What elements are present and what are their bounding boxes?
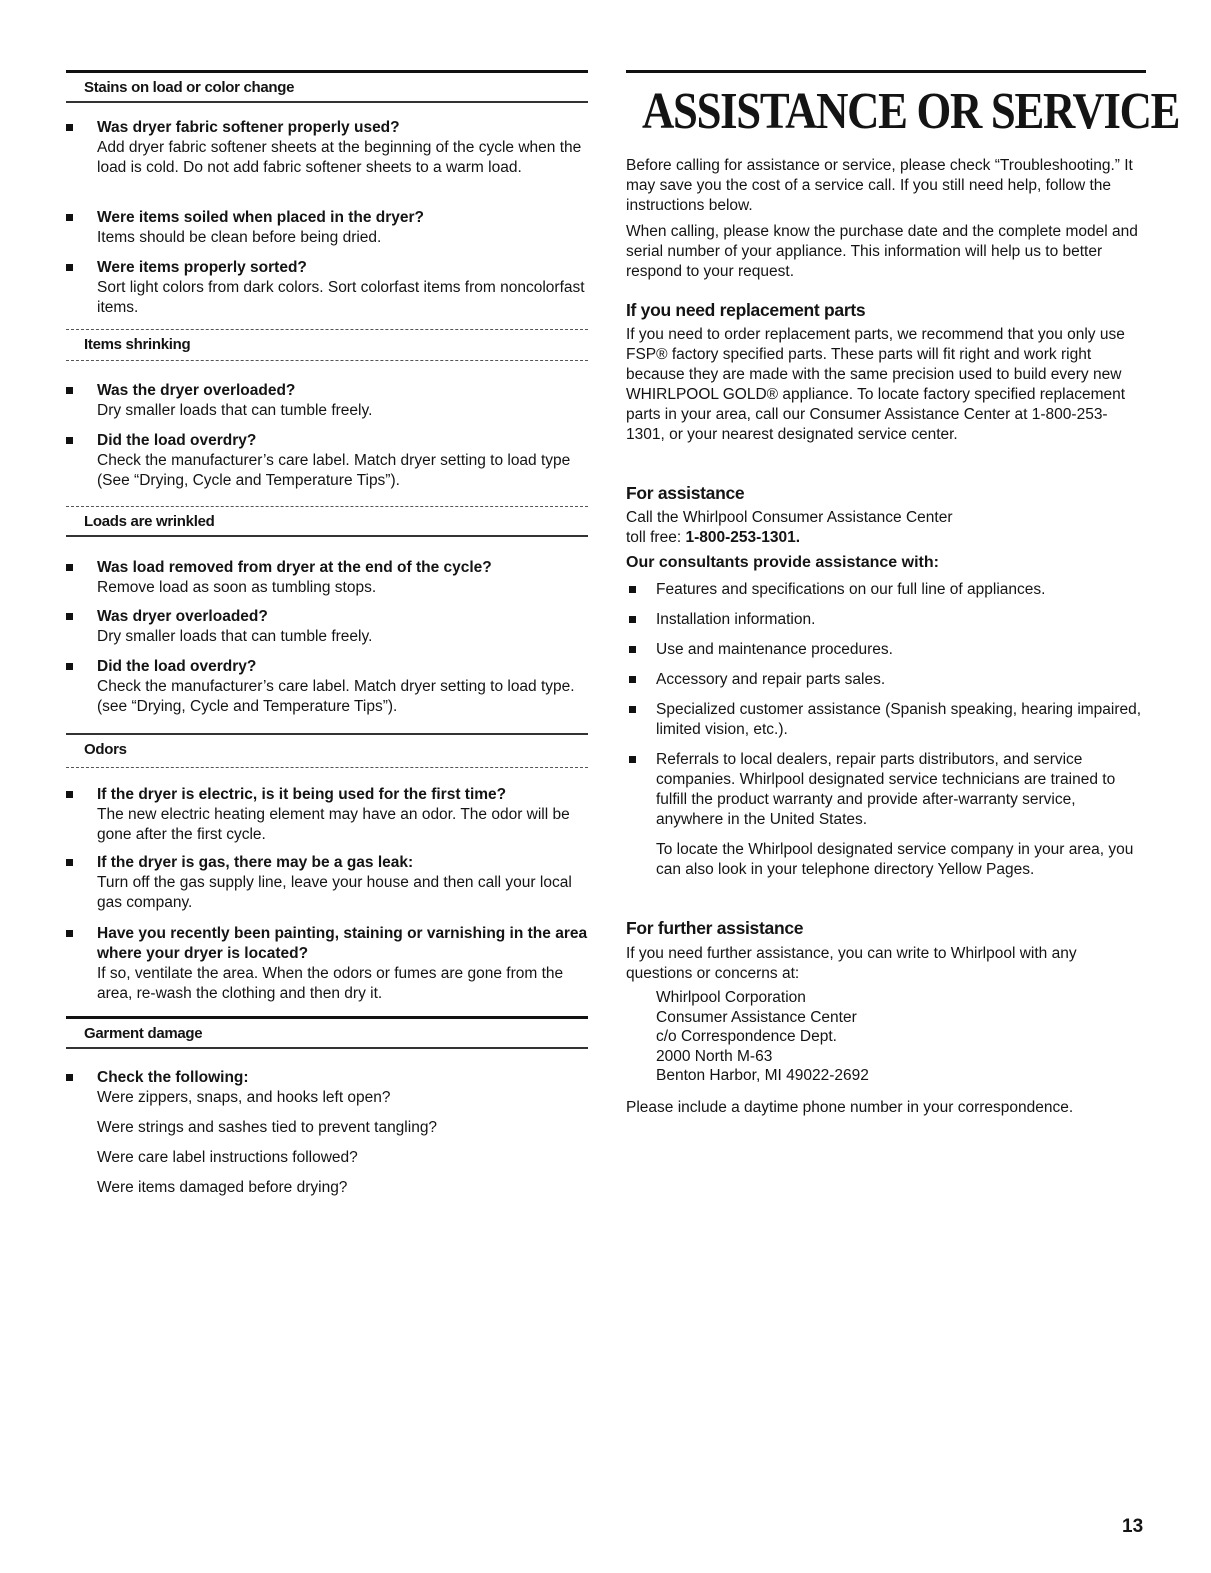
- answer: Items should be clean before being dried.: [97, 229, 382, 246]
- bullet-icon: [66, 437, 73, 444]
- bullet-icon: [66, 264, 73, 271]
- list-item: [626, 750, 1146, 830]
- bullet-icon: [66, 859, 73, 866]
- section-title: Stains on load or color change: [84, 79, 295, 96]
- list-item-text: Installation information.: [656, 611, 816, 628]
- bullet-icon: [66, 613, 73, 620]
- bullet-icon: [66, 387, 73, 394]
- section-title: Odors: [84, 741, 127, 758]
- address-block: [656, 988, 869, 1086]
- question: Did the load overdry?: [97, 432, 257, 449]
- section-header: [62, 733, 588, 768]
- check-line: Were strings and sashes tied to prevent tangling?: [97, 1119, 438, 1136]
- question: If the dryer is electric, is it being used for the first time?: [97, 786, 507, 803]
- bullet-icon: [66, 214, 73, 221]
- list-item: [626, 580, 1146, 600]
- question: Have you recently been painting, staining or varnishing in the area where your dryer is located?: [97, 925, 588, 962]
- answer: Dry smaller loads that can tumble freely.: [97, 402, 373, 419]
- answer: Dry smaller loads that can tumble freely.: [97, 628, 373, 645]
- address-line: 2000 North M-63: [656, 1047, 773, 1065]
- bullet-icon: [66, 663, 73, 670]
- list-item: [62, 208, 590, 248]
- phone-number: 1-800-253-1301.: [685, 529, 801, 546]
- top-rule: [626, 70, 1146, 73]
- bullet-icon: [66, 1074, 73, 1081]
- intro-paragraph: Before calling for assistance or service, please check “Troubleshooting.” It may save you the cost of a service call. If you still need help, follow the instructions below.: [626, 157, 1133, 214]
- answer: If so, ventilate the area. When the odors or fumes are gone from the area, re-wash the clothing and then dry it.: [97, 965, 564, 1002]
- page-title: ASSISTANCE OR SERVICE: [642, 83, 1180, 140]
- list-item: [626, 610, 1146, 630]
- bullet-icon: [629, 646, 636, 653]
- question: Were items soiled when placed in the dryer?: [97, 209, 425, 226]
- intro-paragraph: When calling, please know the purchase date and the complete model and serial number of your appliance. This information will help us to better respond to your request.: [626, 223, 1138, 280]
- check-line: Were care label instructions followed?: [97, 1149, 358, 1166]
- answer: Remove load as soon as tumbling stops.: [97, 579, 377, 596]
- question: Did the load overdry?: [97, 658, 257, 675]
- further-paragraph: If you need further assistance, you can write to Whirlpool with any questions or concerns at:: [626, 945, 1077, 982]
- bullet-icon: [66, 791, 73, 798]
- question: Was dryer fabric softener properly used?: [97, 119, 400, 136]
- bullet-icon: [629, 676, 636, 683]
- assistance-paragraph: [626, 508, 1146, 548]
- section-header: [62, 1016, 588, 1049]
- bullet-icon: [629, 706, 636, 713]
- section-title: Loads are wrinkled: [84, 513, 215, 530]
- answer: Add dryer fabric softener sheets at the beginning of the cycle when the load is cold. Do not add fabric softener sheets to a warm load.: [97, 139, 582, 176]
- bullet-icon: [629, 586, 636, 593]
- question: If the dryer is gas, there may be a gas leak:: [97, 854, 414, 871]
- list-item: [626, 700, 1146, 740]
- address-line: Benton Harbor, MI 49022-2692: [656, 1067, 869, 1084]
- list-item: [62, 258, 590, 318]
- list-item: [62, 657, 590, 717]
- answer: Were zippers, snaps, and hooks left open?: [97, 1089, 391, 1106]
- list-item-text: Features and specifications on our full line of appliances.: [656, 581, 1046, 598]
- question: Was load removed from dryer at the end of the cycle?: [97, 559, 492, 576]
- answer: Turn off the gas supply line, leave your house and then call your local gas company.: [97, 874, 572, 911]
- question: Was dryer overloaded?: [97, 608, 268, 625]
- consultants-heading: Our consultants provide assistance with:: [626, 554, 939, 571]
- list-item-text: Use and maintenance procedures.: [656, 641, 893, 658]
- question: Were items properly sorted?: [97, 259, 307, 276]
- list-item: [626, 640, 1146, 660]
- question: Check the following:: [97, 1069, 249, 1086]
- section-header: [62, 506, 588, 537]
- section-header: [62, 70, 588, 103]
- list-item: [62, 381, 590, 421]
- address-line: Whirlpool Corporation: [656, 989, 806, 1006]
- page-number: 13: [1122, 1516, 1144, 1537]
- answer: Check the manufacturer’s care label. Match dryer setting to load type (See “Drying, Cycle and Temperature Tips”).: [97, 452, 571, 489]
- section-header: [62, 329, 588, 361]
- list-item: [62, 924, 590, 1004]
- list-item: [62, 558, 590, 598]
- parts-paragraph: If you need to order replacement parts, we recommend that you only use FSP® factory specified parts. These parts will fit right and work right because they are made with the same precision used to build every new WHIRLPOOL GOLD® appliance. To locate factory specified replacement parts in your area, call our Consumer Assistance Center at 1-800-253-1301, or your nearest designated service center.: [626, 326, 1126, 443]
- answer: Check the manufacturer’s care label. Match dryer setting to load type. (see “Drying, Cycle and Temperature Tips”).: [97, 678, 575, 715]
- locate-text: To locate the Whirlpool designated service company in your area, you can also look in your telephone directory Yellow Pages.: [656, 841, 1134, 878]
- list-item: [62, 785, 590, 845]
- list-item: [62, 607, 590, 647]
- bullet-icon: [629, 756, 636, 763]
- parts-heading: If you need replacement parts: [626, 300, 866, 320]
- list-item-text: Referrals to local dealers, repair parts distributors, and service companies. Whirlpool designated service technicians are trained to fulfill the product warranty and provide after-warranty service, anywhere in the United States.: [656, 751, 1116, 828]
- closing-paragraph: Please include a daytime phone number in your correspondence.: [626, 1099, 1074, 1116]
- answer: The new electric heating element may have an odor. The odor will be gone after the first cycle.: [97, 806, 570, 843]
- list-item: [62, 853, 590, 913]
- list-item: [626, 670, 1146, 690]
- locate-paragraph: [626, 840, 1146, 880]
- section-title: Garment damage: [84, 1025, 203, 1042]
- address-line: Consumer Assistance Center: [656, 1008, 857, 1026]
- question: Was the dryer overloaded?: [97, 382, 296, 399]
- list-item: [62, 1068, 590, 1108]
- list-item: [62, 118, 590, 178]
- answer: Sort light colors from dark colors. Sort colorfast items from noncolorfast items.: [97, 279, 585, 316]
- toll-free-label: toll free:: [626, 529, 686, 546]
- list-item-text: Accessory and repair parts sales.: [656, 671, 886, 688]
- bullet-icon: [66, 930, 73, 937]
- section-title: Items shrinking: [84, 336, 191, 353]
- bullet-icon: [629, 616, 636, 623]
- further-heading: For further assistance: [626, 918, 804, 938]
- assistance-heading: For assistance: [626, 483, 745, 503]
- address-line: c/o Correspondence Dept.: [656, 1028, 837, 1045]
- assistance-line: Call the Whirlpool Consumer Assistance Center: [626, 509, 953, 526]
- bullet-icon: [66, 564, 73, 571]
- list-item: [62, 431, 590, 491]
- check-line: Were items damaged before drying?: [97, 1179, 348, 1196]
- bullet-icon: [66, 124, 73, 131]
- list-item-text: Specialized customer assistance (Spanish speaking, hearing impaired, limited vision, etc.).: [656, 701, 1142, 738]
